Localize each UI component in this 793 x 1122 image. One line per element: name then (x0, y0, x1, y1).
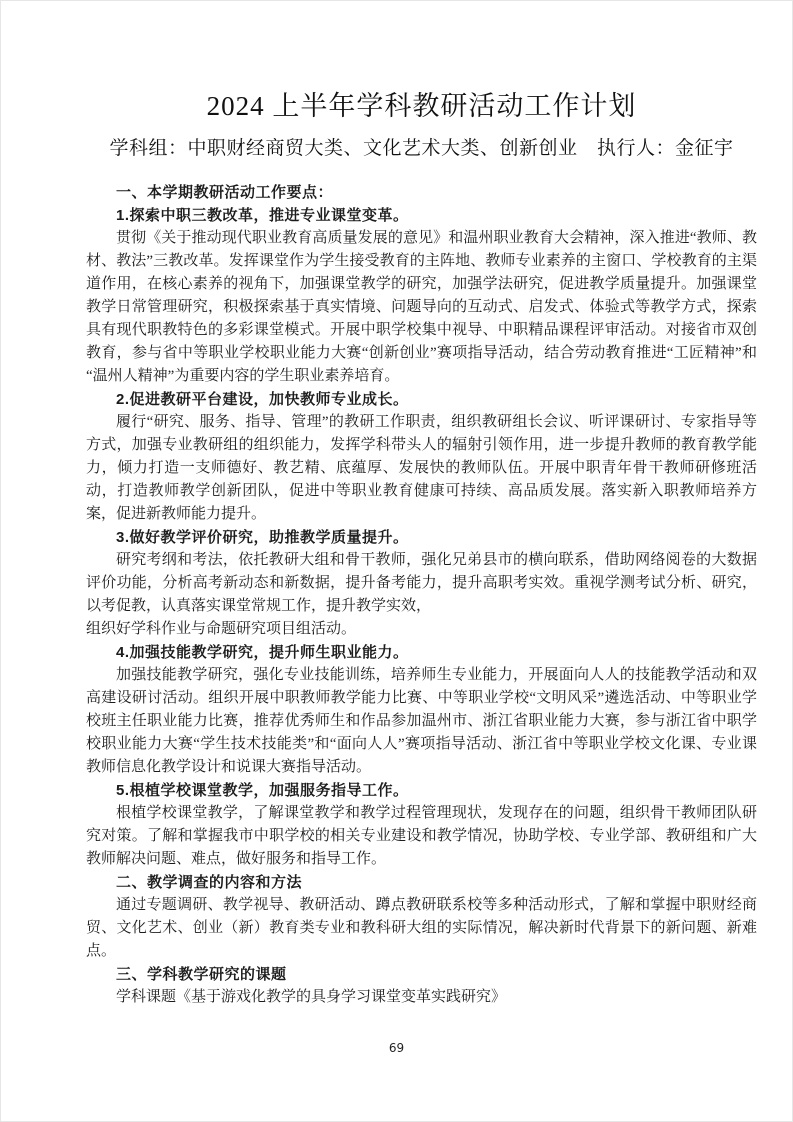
document-content (86, 89, 757, 1009)
paragraph: 贯彻《关于推动现代职业教育高质量发展的意见》和温州职业教育大会精神，深入推进“教师、教材、教法”三教改革。发挥课堂作为学生接受教育的主阵地、教师专业素养的主窗口、学校教育的主渠道作用，在核心素养的视角下，加强课堂教学的研究，加强学法研究，促进教学质量提升。加强课堂教学日常管理研究，积极探索基于真实情境、问题导向的互动式、启发式、体验式等教学方式，探索具有现代职教特色的多彩课堂模式。开展中职学校集中视导、中职精品课程评审活动。对接省市双创教育，参与省中等职业学校职业能力大赛“创新创业”赛项指导活动，结合劳动教育推进“工匠精神”和“温州人精神”为重要内容的学生职业素养培育。 (86, 230, 757, 384)
section-heading: 一、本学期教研活动工作要点： (116, 184, 334, 201)
paragraph: 加强技能教学研究，强化专业技能训练，培养师生专业能力，开展面向人人的技能教学活动和双高建设研讨活动。组织开展中职教师教学能力比赛、中等职业学校“文明风采”遴选活动、中等职业学校班主任职业能力比赛，推荐优秀师生和作品参加温州市、浙江省职业能力大赛，参与浙江省中职学校职业能力大赛“学生技术技能类”和“面向人人”赛项指导活动、浙江省中等职业学校文化课、专业课教师信息化教学设计和说课大赛指导活动。 (86, 667, 757, 775)
paragraph: 研究考纲和考法，依托教研大组和骨干教师，强化兄弟县市的横向联系，借助网络阅卷的大数据评价功能，分析高考新动态和新数据，提升备考能力，提升高职考实效。重视学测考试分析、研究，以考促教，认真落实课堂常规工作，提升教学实效， (86, 552, 757, 614)
page-footer (1, 1041, 792, 1055)
numbered-heading: 2.促进教研平台建设，加快教师专业成长。 (116, 391, 409, 408)
document-subtitle: 学科组：中职财经商贸大类、文化艺术大类、创新创业 执行人：金征宇 (109, 138, 734, 159)
numbered-heading: 4.加强技能教学研究，提升师生职业能力。 (116, 644, 409, 661)
paragraph: 根植学校课堂教学，了解课堂教学和教学过程管理现状，发现存在的问题，组织骨干教师团队研究对策。了解和掌握我市中职学校的相关专业建设和教学情况，协助学校、专业学部、教研组和广大教师解决问题、难点，做好服务和指导工作。 (86, 805, 757, 867)
paragraph: 组织好学科作业与命题研究项目组活动。 (86, 621, 357, 637)
page-number: 69 (388, 1041, 405, 1055)
document-body (86, 181, 757, 1009)
numbered-heading: 3.做好教学评价研究，助推教学质量提升。 (116, 529, 409, 546)
section-heading: 三、学科教学研究的课题 (116, 966, 287, 983)
paragraph: 学科课题《基于游戏化教学的具身学习课堂变革实践研究》 (116, 989, 507, 1005)
section-heading: 二、教学调查的内容和方法 (116, 874, 303, 891)
numbered-heading: 1.探索中职三教改革，推进专业课堂变革。 (116, 207, 409, 224)
paragraph: 履行“研究、服务、指导、管理”的教研工作职责，组织教研组长会议、听评课研讨、专家指导等方式，加强专业教研组的组织能力，发挥学科带头人的辐射引领作用，进一步提升教师的教育教学能力，倾力打造一支师德好、教艺精、底蕴厚、发展快的教师队伍。开展中职青年骨干教师研修班活动，打造教师教学创新团队，促进中等职业教育健康可持续、高品质发展。落实新入职教师培养方案，促进新教师能力提升。 (86, 414, 757, 522)
numbered-heading: 5.根植学校课堂教学，加强服务指导工作。 (116, 782, 409, 799)
document-title: 2024 上半年学科教研活动工作计划 (206, 91, 637, 121)
paragraph: 通过专题调研、教学视导、教研活动、蹲点教研联系校等多种活动形式，了解和掌握中职财经商贸、文化艺术、创业（新）教育类专业和教科研大组的实际情况，解决新时代背景下的新问题、新难点。 (86, 897, 757, 959)
